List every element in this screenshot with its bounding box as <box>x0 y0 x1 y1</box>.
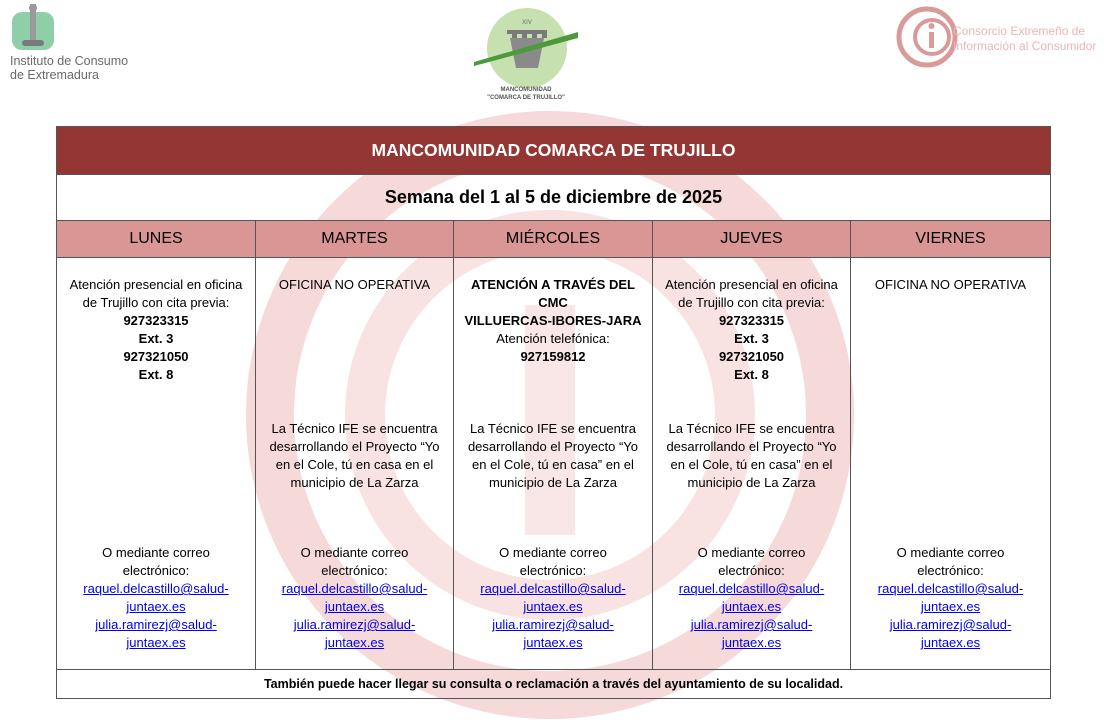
email-part: raquel.delcastillo@salud- <box>281 581 428 596</box>
presencial-line2: de Trujillo con cita previa: <box>82 295 230 310</box>
cell-miercoles <box>454 258 653 670</box>
email-part: julia.ramirezj@salud- <box>293 617 416 632</box>
cell-martes <box>256 258 454 670</box>
email-link-julia[interactable] <box>458 616 648 652</box>
phone-number: 927321050 <box>718 349 785 364</box>
email-link-raquel[interactable] <box>260 580 449 616</box>
email-part: raquel.delcastillo@salud- <box>877 581 1024 596</box>
schedule-table <box>56 126 1051 699</box>
phone-extension: Ext. 3 <box>138 331 174 346</box>
email-part: raquel.delcastillo@salud- <box>83 581 229 596</box>
day-header-martes: MARTES <box>256 221 454 258</box>
email-part: juntaex.es <box>920 599 981 614</box>
email-link-julia[interactable] <box>855 616 1046 652</box>
email-part: julia.ramirezj@salud- <box>492 617 614 632</box>
presencial-info <box>657 276 846 384</box>
day-header-jueves: JUEVES <box>653 221 851 258</box>
correo-line1: O mediante correo <box>697 545 806 560</box>
ife-line: municipio de La Zarza <box>489 475 617 490</box>
mancomunidad-logo <box>470 4 585 104</box>
email-part: juntaex.es <box>523 635 583 650</box>
footer-note: También puede hacer llegar su consulta o reclamación a través del ayuntamiento de su localidad. <box>57 670 1051 699</box>
correo-line2: electrónico: <box>519 563 587 578</box>
email-part: juntaex.es <box>324 599 385 614</box>
email-part: julia.ramirezj@salud- <box>690 617 813 632</box>
email-contact <box>260 544 449 652</box>
correo-line1: O mediante correo <box>499 545 607 560</box>
correo-line1: O mediante correo <box>896 545 1005 560</box>
email-part: juntaex.es <box>324 635 385 650</box>
day-header-viernes: VIERNES <box>851 221 1051 258</box>
email-part: juntaex.es <box>920 635 981 650</box>
email-part: juntaex.es <box>126 635 186 650</box>
email-link-julia[interactable] <box>657 616 846 652</box>
email-part: juntaex.es <box>721 635 782 650</box>
email-link-julia[interactable] <box>260 616 449 652</box>
email-link-julia[interactable] <box>61 616 251 652</box>
ife-line: municipio de La Zarza <box>290 475 419 490</box>
logo-right-line2: Información al Consumidor <box>953 39 1097 53</box>
oficina-no-operativa: OFICINA NO OPERATIVA <box>874 277 1027 292</box>
logo-center-line1: MANCOMUNIDAD <box>500 87 552 93</box>
ife-line: desarrollando el Proyecto “Yo <box>269 439 440 454</box>
phone-number: 927321050 <box>123 349 189 364</box>
logo-center-roman: XIV <box>522 20 532 26</box>
email-contact <box>458 544 648 652</box>
logo-left-line1: Instituto de Consumo <box>10 54 129 68</box>
phone-number: 927323315 <box>123 313 189 328</box>
logo-left-line2: de Extremadura <box>10 68 99 82</box>
correo-line2: electrónico: <box>718 563 785 578</box>
logo-right-line1: Consorcio Extremeño de <box>953 24 1086 38</box>
email-link-raquel[interactable] <box>657 580 846 616</box>
phone-extension: Ext. 8 <box>734 367 769 382</box>
email-contact <box>61 544 251 652</box>
presencial-info <box>61 276 251 384</box>
email-part: julia.ramirezj@salud- <box>95 617 217 632</box>
instituto-consumo-logo <box>8 2 148 87</box>
email-link-raquel[interactable] <box>458 580 648 616</box>
tower-emblem-icon <box>470 4 585 96</box>
day-header-miercoles: MIÉRCOLES <box>454 221 653 258</box>
ife-line: en el Cole, tú en casa en el <box>275 457 434 472</box>
email-part: raquel.delcastillo@salud- <box>678 581 825 596</box>
ife-line: La Técnico IFE se encuentra <box>271 421 438 436</box>
table-title: MANCOMUNIDAD COMARCA DE TRUJILLO <box>57 127 1051 175</box>
ife-notice <box>657 420 846 492</box>
ife-line: municipio de La Zarza <box>687 475 816 490</box>
email-link-raquel[interactable] <box>855 580 1046 616</box>
telefonica-label: Atención telefónica: <box>496 331 610 346</box>
consorcio-logo <box>896 6 1102 72</box>
ife-notice <box>458 420 648 492</box>
day-header-lunes: LUNES <box>57 221 256 258</box>
email-part: juntaex.es <box>523 599 583 614</box>
cell-lunes <box>57 258 256 670</box>
ife-line: en el Cole, tú en casa” en el <box>472 457 634 472</box>
email-part: juntaex.es <box>721 599 782 614</box>
cell-viernes <box>851 258 1051 670</box>
ife-line: en el Cole, tú en casa” en el <box>670 457 833 472</box>
ife-line: La Técnico IFE se encuentra <box>470 421 636 436</box>
phone-number: 927159812 <box>520 349 586 364</box>
correo-line2: electrónico: <box>917 563 984 578</box>
oficina-no-operativa: OFICINA NO OPERATIVA <box>278 277 431 292</box>
email-part: julia.ramirezj@salud- <box>889 617 1012 632</box>
cmc-line1: ATENCIÓN A TRAVÉS DEL CMC <box>471 277 635 310</box>
correo-line1: O mediante correo <box>300 545 409 560</box>
presencial-line1: Atención presencial en oficina <box>665 277 838 292</box>
logo-center-line2: "COMARCA DE TRUJILLO" <box>487 95 565 101</box>
cmc-info <box>458 276 648 366</box>
phone-number: 927323315 <box>718 313 785 328</box>
cmc-line2: VILLUERCAS-IBORES-JARA <box>464 313 642 328</box>
instituto-logo-icon <box>8 2 58 54</box>
week-heading: Semana del 1 al 5 de diciembre de 2025 <box>57 175 1051 221</box>
email-part: juntaex.es <box>126 599 186 614</box>
ife-line: desarrollando el Proyecto “Yo <box>467 439 639 454</box>
presencial-line2: de Trujillo con cita previa: <box>678 295 825 310</box>
correo-line1: O mediante correo <box>102 545 210 560</box>
consorcio-logo-icon <box>896 6 958 68</box>
phone-extension: Ext. 8 <box>138 367 174 382</box>
ife-notice <box>260 420 449 492</box>
correo-line2: electrónico: <box>122 563 190 578</box>
presencial-line1: Atención presencial en oficina <box>69 277 243 292</box>
ife-line: desarrollando el Proyecto “Yo <box>666 439 837 454</box>
cell-jueves <box>653 258 851 670</box>
correo-line2: electrónico: <box>321 563 388 578</box>
phone-extension: Ext. 3 <box>734 331 769 346</box>
ife-line: La Técnico IFE se encuentra <box>668 421 835 436</box>
email-contact <box>657 544 846 652</box>
email-link-raquel[interactable] <box>61 580 251 616</box>
email-part: raquel.delcastillo@salud- <box>480 581 626 596</box>
email-contact <box>855 544 1046 652</box>
